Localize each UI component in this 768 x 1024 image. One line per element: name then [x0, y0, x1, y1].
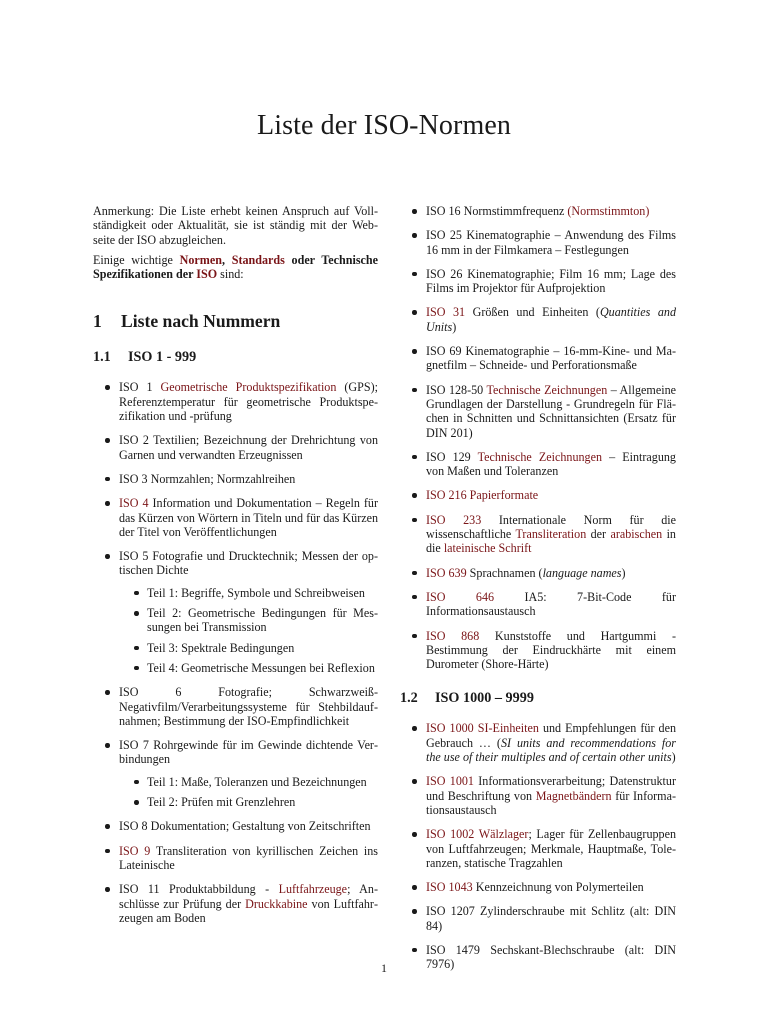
item-text: ISO 129	[426, 449, 478, 464]
item-text-italic: language names	[542, 565, 622, 580]
intro-der: der	[172, 267, 197, 282]
list-item-iso-5	[93, 549, 378, 675]
link-technische-zeichnungen-2[interactable]: Technische Zeichnungen	[477, 449, 603, 464]
item-text: Information und Dokumentation – Regeln für das Kürzen von Wörtern in Titeln und für das Kürzen der Titel von Veröffentlichungen	[119, 496, 379, 539]
list-item-iso-31	[400, 305, 676, 334]
item-text: ISO 11 Produktabbildung -	[119, 882, 279, 897]
item-text: ISO 5 Fotografie und Drucktechnik; Messen der optischen Dichte	[119, 549, 378, 578]
item-text: Kunststoffe und Hartgummi - Bestimmung der Eindruckhärte mit einem Durometer (Shore-Härte)	[426, 628, 676, 672]
page-title: Liste der ISO-Normen	[257, 110, 511, 141]
item-text: ISO 16 Normstimmfrequenz	[426, 204, 568, 218]
intro-techspec: Technische Spezifikationen	[93, 252, 378, 282]
list-item-iso-26: ISO 26 Kinematographie; Film 16 mm; Lage des Films im Projektor für Aufprojektion	[400, 267, 676, 296]
sub-item: Teil 3: Spektrale Bedingungen	[119, 641, 378, 655]
intro-note-line-3: seite der ISO abzugleichen.	[93, 232, 226, 247]
list-item-iso-233	[400, 513, 676, 556]
sub-item: Teil 1: Begriffe, Symbole und Schreibweisen	[119, 586, 378, 600]
subsection-title: ISO 1000 – 9999	[435, 690, 534, 707]
link-gps[interactable]: Geometrische Produktspezifikation	[160, 380, 337, 395]
iso-list-1000-9999	[400, 721, 676, 971]
list-item-iso-1479: ISO 1479 Sechskant-Blechschraube (alt: DIN 7976)	[400, 943, 676, 972]
item-text: )	[671, 750, 676, 765]
iso-5-parts	[119, 586, 378, 675]
link-technische-zeichnungen[interactable]: Technische Zeichnungen	[486, 382, 608, 397]
link-iso-1043[interactable]: ISO 1043	[426, 880, 473, 895]
section-heading-1	[93, 310, 378, 332]
item-text: ; Anschlüsse zur Prüfung der	[119, 882, 378, 911]
link-iso-216[interactable]: ISO 216 Papierformate	[426, 488, 539, 503]
item-text: )	[452, 319, 457, 334]
item-text: ISO 7 Rohrgewinde für im Gewinde dichtende Verbindungen	[119, 738, 378, 767]
list-item-iso-1002	[400, 827, 676, 870]
list-item-iso-216	[400, 488, 676, 502]
list-item-iso-1	[93, 380, 378, 423]
left-column	[93, 204, 378, 935]
item-text: in die	[426, 527, 676, 556]
link-transliteration[interactable]: Transliteration	[515, 527, 587, 542]
item-text: – Eintragung von Maßen und Toleranzen	[426, 449, 676, 479]
item-text: )	[621, 565, 626, 580]
section-title: Liste nach Nummern	[121, 311, 281, 332]
item-text: Sprachnamen (	[466, 565, 543, 580]
link-iso-233[interactable]: ISO 233	[426, 512, 482, 527]
item-text-italic: Quantities and Units	[426, 305, 676, 334]
list-item-iso-7	[93, 738, 378, 809]
list-item-iso-9	[93, 844, 378, 873]
right-column	[400, 204, 676, 982]
link-iso-868[interactable]: ISO 868	[426, 628, 480, 643]
section-number: 1	[93, 311, 102, 332]
intro-comma: ,	[221, 252, 232, 267]
link-lateinische-schrift[interactable]: lateinische Schrift	[443, 541, 532, 556]
item-text: ; Lager für Zellenbaugruppen von Luftfahrzeugen; Merkmale, Hauptmaße, Toleranzen, statische Tragzahlen	[426, 827, 676, 870]
list-item-iso-129	[400, 450, 676, 479]
list-item-iso-128	[400, 383, 676, 440]
subsection-number: 1.2	[400, 690, 418, 707]
link-iso-9[interactable]: ISO 9	[119, 843, 151, 858]
intro-oder: oder	[284, 252, 322, 267]
list-item-iso-868	[400, 629, 676, 672]
item-text: Kennzeichnung von Polymerteilen	[472, 880, 644, 895]
subsection-heading-1-2	[400, 689, 676, 707]
list-item-iso-2: ISO 2 Textilien; Bezeichnung der Drehrichtung von Garnen und verwandten Erzeugnissen	[93, 433, 378, 462]
intro-paragraph	[93, 253, 378, 282]
link-druckkabine[interactable]: Druckkabine	[245, 896, 308, 911]
list-item-iso-1000	[400, 721, 676, 764]
link-iso-31[interactable]: ISO 31	[426, 305, 466, 320]
iso-list-1-999	[93, 380, 378, 925]
link-magnetbaendern[interactable]: Magnetbändern	[535, 788, 612, 803]
item-text: Informationsverarbeitung; Datenstruktur und Beschriftung von	[426, 774, 676, 803]
sub-item: Teil 4: Geometrische Messungen bei Reflexion	[119, 661, 378, 675]
link-arabischen[interactable]: arabischen	[610, 527, 663, 542]
list-item-iso-646	[400, 590, 676, 619]
list-item-iso-69: ISO 69 Kinematographie – 16-mm-Kine- und Magnetfilm – Schneide- und Perforationsmaße	[400, 344, 676, 373]
item-text-italic: SI units and recommendations for the use of their multiples and of certain other units	[426, 735, 676, 765]
intro-text: Einige wichtige	[93, 252, 180, 267]
link-waelzlager[interactable]: Wälzlager	[478, 827, 529, 842]
intro-note-line-2: ständigkeit oder Aktualität, sie ist ständig mit der Web-	[93, 218, 378, 233]
link-iso-1002[interactable]: ISO 1002	[426, 827, 475, 842]
item-text: der	[586, 527, 611, 542]
item-text: für Informationsaustausch	[426, 788, 676, 817]
list-item-iso-6	[93, 685, 378, 728]
link-iso-1001[interactable]: ISO 1001	[426, 774, 474, 789]
item-text: Größen und Einheiten (	[465, 305, 600, 320]
intro-note	[93, 204, 378, 247]
item-text: IA5: 7-Bit-Code für Informationsaustausch	[426, 589, 676, 619]
link-iso-4[interactable]: ISO 4	[119, 496, 149, 511]
list-item-iso-8: ISO 8 Dokumentation; Gestaltung von Zeitschriften	[93, 819, 378, 833]
page-number: 1	[381, 961, 387, 975]
list-item-iso-639	[400, 566, 676, 580]
link-iso-646[interactable]: ISO 646	[426, 589, 495, 604]
sub-item: Teil 1: Maße, Toleranzen und Bezeichnungen	[119, 775, 378, 789]
link-normstimmton[interactable]: (Normstimmton)	[567, 204, 650, 218]
item-text: – Allgemeine Grundlagen der Darstellung - Grundregeln für Flächen in Schnitten und Schnittansichten (Ersatz für DIN 201)	[426, 382, 676, 440]
sub-item: Teil 2: Prüfen mit Grenzlehren	[119, 795, 378, 809]
link-iso[interactable]: ISO	[196, 267, 218, 282]
link-luftfahrzeuge[interactable]: Luftfahrzeuge	[278, 882, 348, 897]
subsection-heading-1-1	[93, 348, 378, 366]
item-text: ISO 128-50	[426, 382, 487, 397]
link-normen[interactable]: Normen	[179, 252, 222, 267]
item-text: Transliteration von kyrillischen Zeichen ins Lateinische	[119, 843, 378, 872]
item-text: ISO 1	[119, 380, 161, 395]
item-text: von Luftfahrzeugen am Boden	[119, 896, 378, 925]
list-item-iso-3: ISO 3 Normzahlen; Normzahlreihen	[93, 472, 378, 486]
list-item-iso-4	[93, 496, 378, 539]
list-item-iso-25: ISO 25 Kinematographie – Anwendung des Films 16 mm in der Filmkamera – Festlegungen	[400, 228, 676, 257]
list-item-iso-11	[93, 882, 378, 925]
item-text: Internationale Norm für die wissenschaftliche	[426, 512, 677, 542]
sub-item: Teil 2: Geometrische Bedingungen für Messungen bei Transmission	[119, 606, 378, 635]
list-item-iso-1043	[400, 880, 676, 894]
item-text: (GPS); Referenztemperatur für geometrische Produktspezifikation und -prüfung	[119, 380, 378, 424]
link-iso-639[interactable]: ISO 639	[426, 565, 467, 580]
list-item-iso-1001	[400, 774, 676, 817]
item-text: Negativfilm/Verarbeitungssysteme für Stehbildaufnahmen; Bestimmung der ISO-Empfindlichkeit	[119, 699, 378, 728]
list-item-iso-1207: ISO 1207 Zylinderschraube mit Schlitz (alt: DIN 84)	[400, 904, 676, 933]
iso-7-parts	[119, 775, 378, 810]
iso-list-continued	[400, 204, 676, 671]
link-iso-1000[interactable]: ISO 1000	[426, 721, 474, 736]
list-item-iso-16	[400, 204, 676, 218]
subsection-number: 1.1	[93, 349, 111, 366]
intro-note-line-1: Anmerkung: Die Liste erhebt keinen Anspruch auf Voll-	[93, 204, 378, 218]
subsection-title: ISO 1 - 999	[128, 349, 197, 366]
link-standards[interactable]: Standards	[231, 252, 285, 267]
item-text: ISO 6 Fotografie; Schwarzweiß-	[119, 685, 378, 700]
item-text: und Empfehlungen für den Gebrauch … (	[426, 721, 676, 750]
link-si-einheiten[interactable]: SI-Einheiten	[477, 721, 539, 736]
intro-sind: sind:	[217, 267, 244, 282]
